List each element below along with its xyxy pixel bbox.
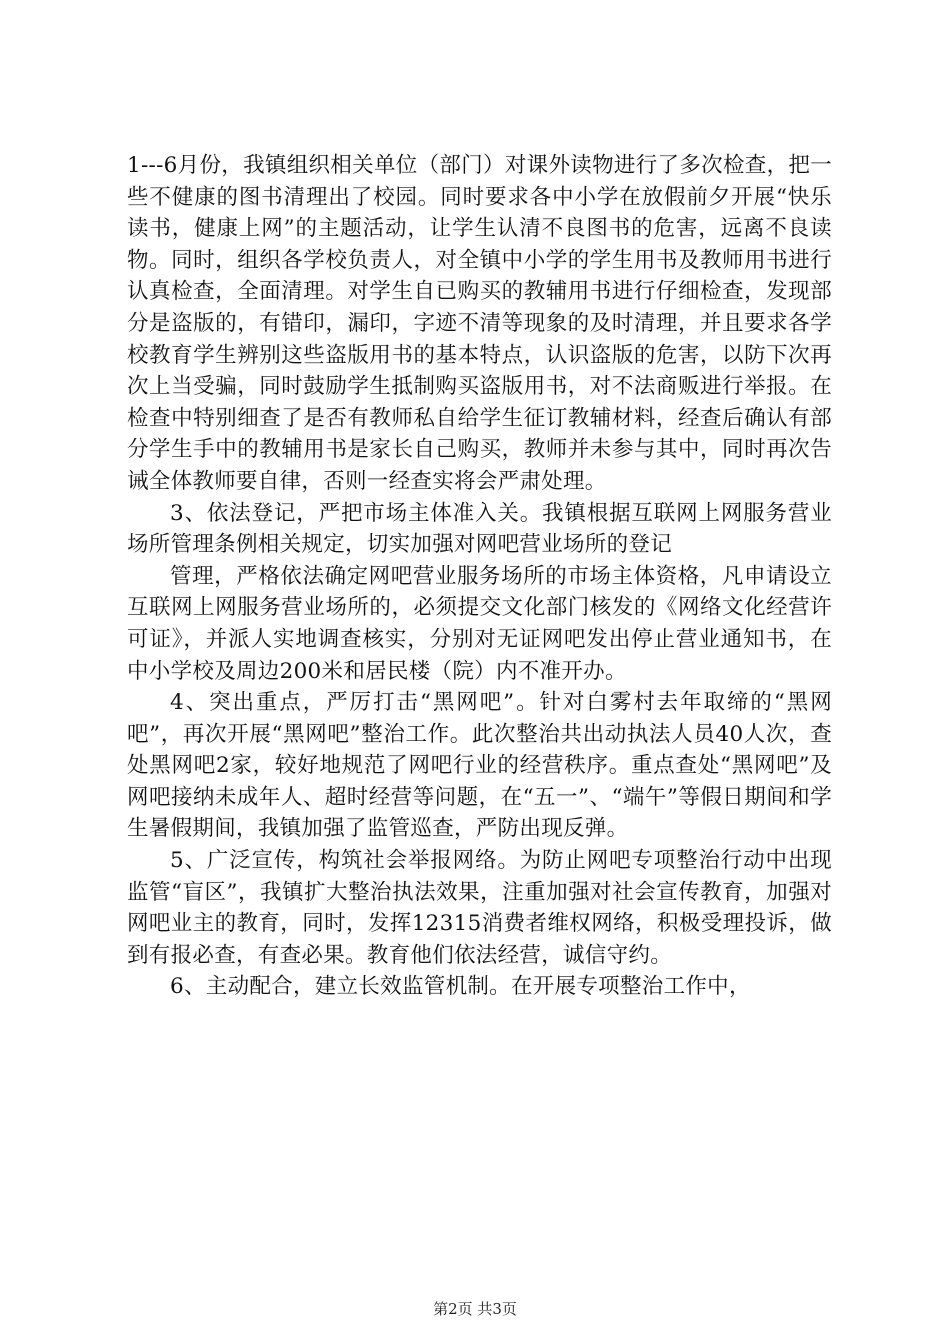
paragraph-4: 4、突出重点，严厉打击“黑网吧”。针对白雾村去年取缔的“黑网吧”，再次开展“黑网吧”整治工作。此次整治共出动执法人员40人次，查处黑网吧2家，较好地规范了网吧行业的经营秩序。重点查处“黑网吧”及网吧接纳未成年人、超时经营等问题，在“五一”、“端午”等假日期间和学生暑假期间，我镇加强了监管巡查，严防出现反弹。 (127, 690, 832, 842)
paragraph-2: 3、依法登记，严把市场主体准入关。我镇根据互联网上网服务营业场所管理条例相关规定，切实加强对网吧营业场所的登记 (127, 500, 832, 558)
paragraph-5: 5、广泛宣传，构筑社会举报网络。为防止网吧专项整治行动中出现监管“盲区”，我镇扩大整治执法效果，注重加强对社会宣传教育，加强对网吧业主的教育，同时，发挥12315消费者维权网络，积极受理投诉，做到有报必查，有查必果。教育他们依法经营，诚信守约。 (127, 848, 832, 968)
page-footer: 第2页 共3页 (433, 1300, 517, 1318)
document-body (127, 150, 832, 1003)
paragraph-6: 6、主动配合，建立长效监管机制。在开展专项整治工作中， (170, 974, 751, 1000)
paragraph-3: 管理，严格依法确定网吧营业服务场所的市场主体资格，凡申请设立互联网上网服务营业场所的，必须提交文化部门核发的《网络文化经营许可证》，并派人实地调查核实，分别对无证网吧发出停止营业通知书，在中小学校及周边200米和居民楼（院）内不准开办。 (127, 563, 832, 684)
paragraph-1: 1---6月份，我镇组织相关单位（部门）对课外读物进行了多次检查，把一些不健康的图书清理出了校园。同时要求各中小学在放假前夕开展“快乐读书，健康上网”的主题活动，让学生认清不良图书的危害，远离不良读物。同时，组织各学校负责人，对全镇中小学的学生用书及教师用书进行认真检查，全面清理。对学生自已购买的教辅用书进行仔细检查，发现部分是盗版的，有错印，漏印，字迹不清等现象的及时清理，并且要求各学校教育学生辨别这些盗版用书的基本特点，认识盗版的危害，以防下次再次上当受骗，同时鼓励学生抵制购买盗版用书，对不法商贩进行举报。在检查中特别细查了是否有教师私自给学生征订教辅材料，经查后确认有部分学生手中的教辅用书是家长自己购买，教师并未参与其中，同时再次告诫全体教师要自律，否则一经查实将会严肃处理。 (127, 153, 832, 494)
